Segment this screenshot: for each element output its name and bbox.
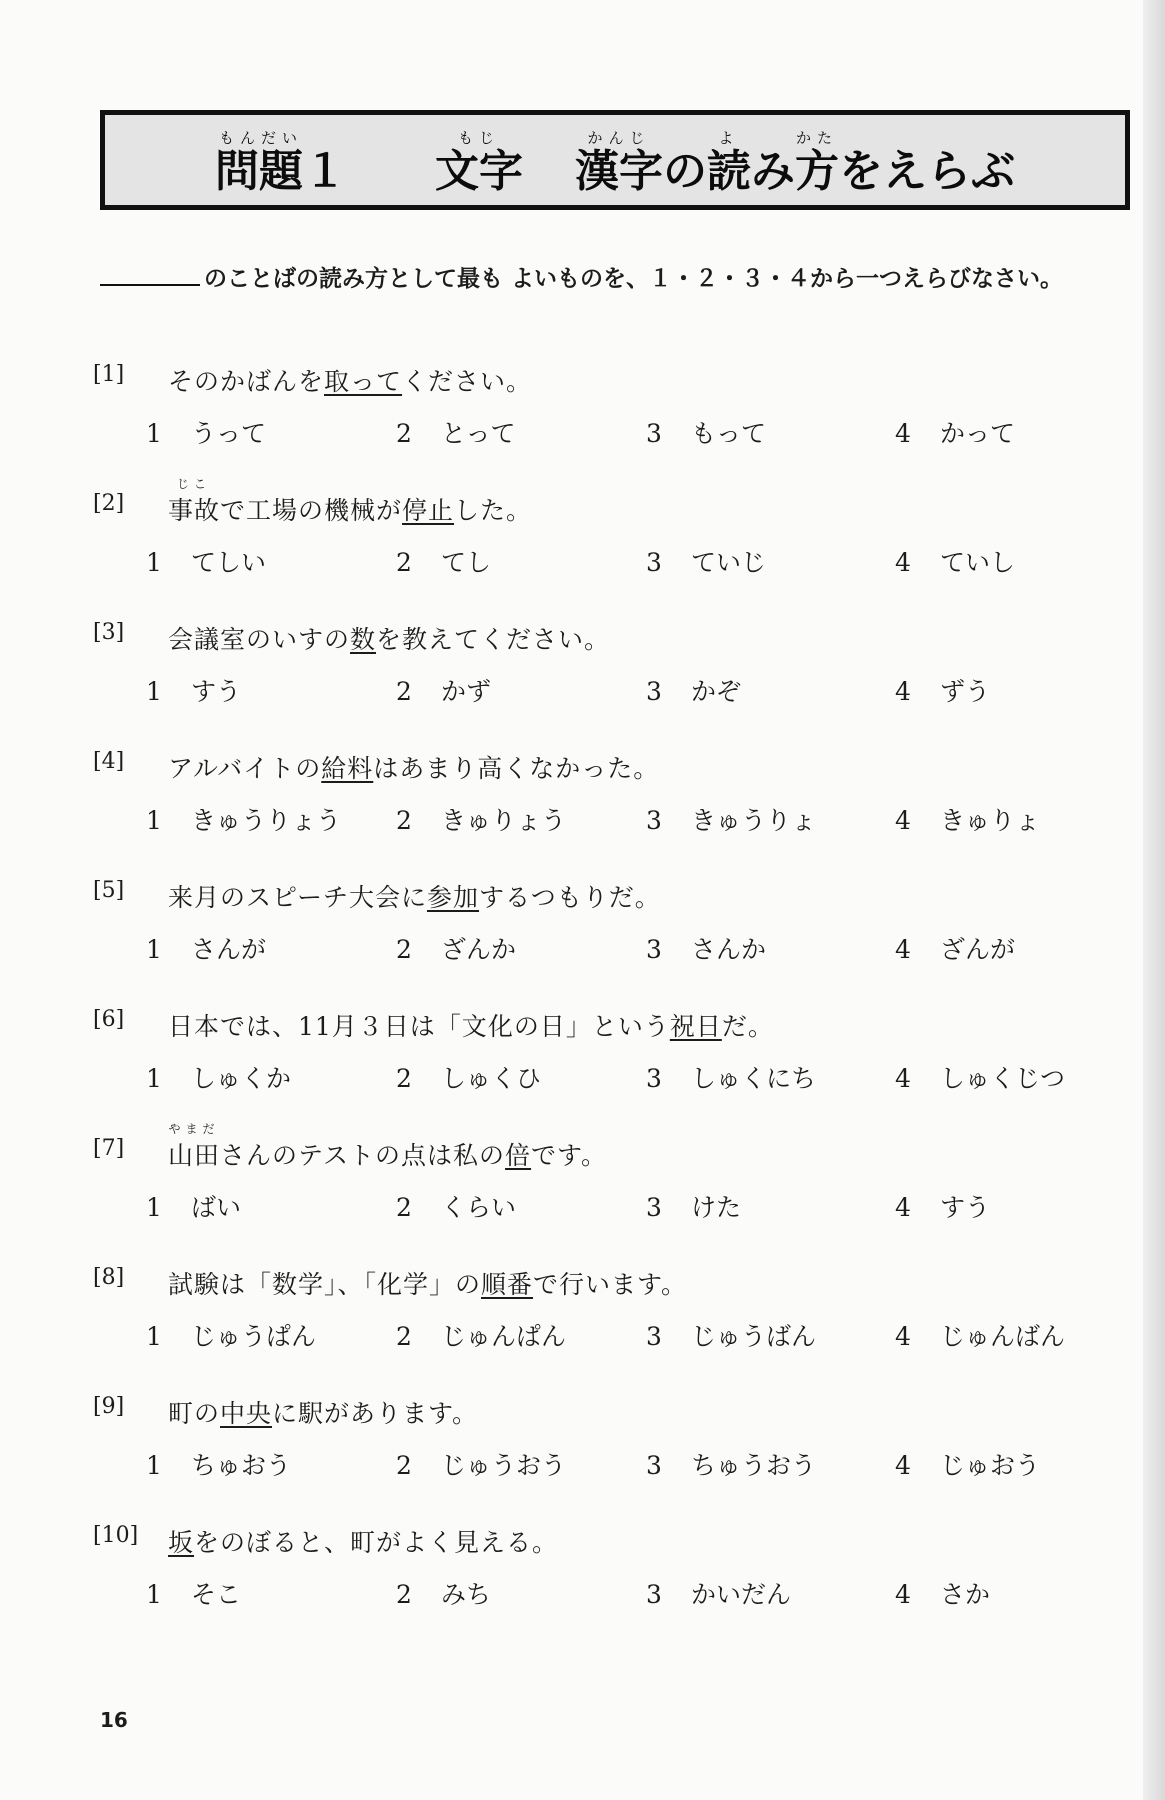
option-number: 2 bbox=[396, 1580, 412, 1609]
question-text-before: そのかばんを bbox=[168, 367, 325, 396]
moji-group bbox=[435, 129, 523, 199]
section-header bbox=[100, 110, 1130, 210]
option-label: ていじ bbox=[691, 548, 767, 577]
option-number: 3 bbox=[646, 1451, 662, 1480]
option-number: 4 bbox=[895, 1193, 911, 1222]
option-number: 4 bbox=[895, 806, 911, 835]
answer-option[interactable] bbox=[646, 414, 766, 450]
answer-option[interactable] bbox=[146, 930, 266, 966]
answer-option[interactable] bbox=[396, 1575, 491, 1611]
answer-option[interactable] bbox=[396, 543, 491, 579]
question-number: [7] bbox=[93, 1136, 125, 1161]
option-label: くらい bbox=[441, 1193, 517, 1222]
instruction-text: のことばの読み方として最も よいものを、１・２・３・４から一つえらびなさい。 bbox=[204, 266, 1064, 292]
answer-option[interactable] bbox=[646, 801, 816, 837]
kanji-group bbox=[575, 129, 663, 199]
kata-word: 方 bbox=[795, 146, 839, 197]
option-label: じゅんぱん bbox=[441, 1322, 567, 1351]
option-label: さんが bbox=[191, 935, 267, 964]
answer-option[interactable] bbox=[646, 1317, 816, 1353]
option-label: もって bbox=[691, 419, 767, 448]
answer-option[interactable] bbox=[895, 1575, 990, 1611]
kata-group bbox=[795, 129, 839, 199]
answer-option[interactable] bbox=[895, 930, 1015, 966]
option-number: 2 bbox=[396, 1193, 412, 1222]
option-number: 1 bbox=[146, 1451, 162, 1480]
question-text-after: を教えてください。 bbox=[376, 625, 611, 654]
target-word: 給料 bbox=[321, 754, 374, 783]
question-number: [3] bbox=[93, 620, 125, 645]
option-label: きゅりょう bbox=[441, 806, 567, 835]
target-word: 数 bbox=[350, 625, 377, 654]
question-number: [1] bbox=[93, 362, 125, 387]
option-number: 1 bbox=[146, 935, 162, 964]
answer-option[interactable] bbox=[646, 1575, 791, 1611]
question-number: [6] bbox=[93, 1007, 125, 1032]
answer-option[interactable] bbox=[146, 801, 341, 837]
question-text-after: した。 bbox=[454, 496, 533, 525]
answer-option[interactable] bbox=[895, 1317, 1065, 1353]
option-number: 1 bbox=[146, 1193, 162, 1222]
option-number: 1 bbox=[146, 806, 162, 835]
option-number: 1 bbox=[146, 1064, 162, 1093]
question-text bbox=[168, 620, 610, 656]
erabu-word: をえらぶ bbox=[839, 146, 1015, 197]
question-text bbox=[168, 1265, 687, 1301]
ruby-word bbox=[168, 477, 221, 527]
question-text bbox=[168, 878, 661, 914]
ruby-reading: やまだ bbox=[168, 1122, 220, 1136]
question-text-after: をのぼると、町がよく見える。 bbox=[194, 1528, 559, 1557]
answer-option[interactable] bbox=[146, 414, 266, 450]
question-number: [2] bbox=[93, 491, 125, 516]
option-label: かぞ bbox=[691, 677, 742, 706]
question-number: [9] bbox=[93, 1394, 125, 1419]
answer-option[interactable] bbox=[895, 414, 1015, 450]
kanji-word: 漢字 bbox=[575, 146, 663, 197]
answer-option[interactable] bbox=[146, 1575, 241, 1611]
yomi-word: 読 bbox=[707, 146, 751, 197]
option-label: かいだん bbox=[691, 1580, 792, 1609]
option-label: すう bbox=[191, 677, 242, 706]
answer-option[interactable] bbox=[396, 414, 516, 450]
option-number: 4 bbox=[895, 1322, 911, 1351]
option-number: 3 bbox=[646, 1580, 662, 1609]
question-number: [4] bbox=[93, 749, 125, 774]
question-text-after: です。 bbox=[531, 1141, 608, 1170]
option-number: 2 bbox=[396, 548, 412, 577]
answer-option[interactable] bbox=[646, 1188, 741, 1224]
mi-group bbox=[751, 135, 795, 199]
target-word: 倍 bbox=[505, 1141, 532, 1170]
option-label: てし bbox=[441, 548, 492, 577]
option-number: 3 bbox=[646, 1193, 662, 1222]
answer-option[interactable] bbox=[396, 801, 566, 837]
answer-option[interactable] bbox=[895, 672, 990, 708]
option-label: きゅうりょう bbox=[191, 806, 342, 835]
option-label: じゅおう bbox=[940, 1451, 1041, 1480]
page-number: 16 bbox=[100, 1708, 128, 1732]
option-label: うって bbox=[191, 419, 267, 448]
option-label: しゅくか bbox=[191, 1064, 292, 1093]
option-label: きゅりょ bbox=[940, 806, 1041, 835]
option-number: 1 bbox=[146, 419, 162, 448]
question-text-before: アルバイトの bbox=[168, 754, 322, 783]
answer-option[interactable] bbox=[646, 1446, 816, 1482]
option-label: じゅうおう bbox=[441, 1451, 567, 1480]
option-number: 3 bbox=[646, 1322, 662, 1351]
option-label: ていし bbox=[940, 548, 1016, 577]
erabu-group bbox=[839, 135, 1015, 199]
option-number: 3 bbox=[646, 677, 662, 706]
answer-option[interactable] bbox=[646, 930, 766, 966]
ruby-word bbox=[168, 1122, 221, 1172]
answer-option[interactable] bbox=[146, 1317, 316, 1353]
question-text-after: で行います。 bbox=[533, 1270, 688, 1299]
target-word: 祝日 bbox=[669, 1012, 722, 1041]
question-text bbox=[168, 477, 533, 527]
option-number: 1 bbox=[146, 1322, 162, 1351]
answer-option[interactable] bbox=[895, 1188, 990, 1224]
option-number: 3 bbox=[646, 419, 662, 448]
option-number: 2 bbox=[396, 419, 412, 448]
option-number: 4 bbox=[895, 677, 911, 706]
answer-option[interactable] bbox=[396, 1317, 566, 1353]
answer-option[interactable] bbox=[146, 1188, 241, 1224]
option-number: 3 bbox=[646, 548, 662, 577]
option-number: 2 bbox=[396, 677, 412, 706]
option-label: ずう bbox=[940, 677, 991, 706]
page-edge-shadow bbox=[1143, 0, 1165, 1800]
option-label: さんか bbox=[691, 935, 767, 964]
option-label: じゅうぱん bbox=[191, 1322, 317, 1351]
answer-option[interactable] bbox=[396, 672, 491, 708]
question-text-before: さんのテストの点は私の bbox=[220, 1141, 506, 1170]
option-label: てしい bbox=[191, 548, 267, 577]
blank-underline bbox=[100, 284, 200, 286]
option-number: 4 bbox=[895, 1064, 911, 1093]
ruby-base: 事故 bbox=[168, 496, 221, 525]
option-number: 2 bbox=[396, 1064, 412, 1093]
answer-option[interactable] bbox=[146, 543, 266, 579]
answer-option[interactable] bbox=[646, 543, 766, 579]
question-text-after: はあまり高くなかった。 bbox=[373, 754, 660, 783]
option-label: しゅくじつ bbox=[940, 1064, 1066, 1093]
question-number: [8] bbox=[93, 1265, 125, 1290]
moji-word: 文字 bbox=[435, 146, 523, 197]
question-number: [10] bbox=[93, 1523, 139, 1548]
option-label: すう bbox=[940, 1193, 991, 1222]
option-label: じゅうばん bbox=[691, 1322, 817, 1351]
moji-ruby: もじ bbox=[457, 129, 500, 147]
ruby-base: 山田 bbox=[168, 1141, 221, 1170]
option-label: さか bbox=[940, 1580, 991, 1609]
question-text-before: 来月のスピーチ大会に bbox=[168, 883, 428, 912]
option-number: 4 bbox=[895, 935, 911, 964]
option-label: ざんが bbox=[940, 935, 1016, 964]
answer-option[interactable] bbox=[396, 1188, 516, 1224]
yomi-group bbox=[707, 129, 751, 199]
option-number: 3 bbox=[646, 806, 662, 835]
option-label: ちゅおう bbox=[191, 1451, 292, 1480]
target-word: 参加 bbox=[427, 883, 480, 912]
question-text-before: 会議室のいすの bbox=[168, 625, 351, 654]
question-text bbox=[168, 1007, 774, 1043]
question-text bbox=[168, 1523, 558, 1559]
target-word: 坂 bbox=[168, 1528, 195, 1557]
option-label: しゅくひ bbox=[441, 1064, 542, 1093]
option-label: かず bbox=[441, 677, 492, 706]
question-text-after: ください。 bbox=[402, 367, 533, 396]
mondai-label: 問題１ bbox=[215, 146, 347, 197]
question-text-before: で工場の機械が bbox=[220, 496, 403, 525]
option-label: しゅくにち bbox=[691, 1064, 817, 1093]
option-number: 2 bbox=[396, 1451, 412, 1480]
answer-option[interactable] bbox=[895, 1059, 1065, 1095]
answer-option[interactable] bbox=[895, 801, 1040, 837]
yomi-ruby: よ bbox=[718, 129, 740, 147]
option-number: 2 bbox=[396, 806, 412, 835]
answer-option[interactable] bbox=[146, 1446, 291, 1482]
question-text-before: 試験は「数学」、「化学」の bbox=[168, 1270, 482, 1299]
answer-option[interactable] bbox=[396, 1059, 541, 1095]
question-text-after: に駅があります。 bbox=[272, 1399, 479, 1428]
option-label: けた bbox=[691, 1193, 742, 1222]
question-text-before: 日本では、11月３日は「文化の日」という bbox=[168, 1012, 670, 1041]
question-text-after: するつもりだ。 bbox=[479, 883, 661, 912]
mondai-label-group bbox=[215, 129, 347, 199]
target-word: 中央 bbox=[220, 1399, 273, 1428]
target-word: 停止 bbox=[402, 496, 455, 525]
mondai-ruby: もんだい bbox=[218, 129, 303, 147]
question-text bbox=[168, 1122, 608, 1172]
option-number: 1 bbox=[146, 677, 162, 706]
option-label: ざんか bbox=[441, 935, 517, 964]
option-number: 1 bbox=[146, 1580, 162, 1609]
option-label: ばい bbox=[191, 1193, 242, 1222]
option-number: 4 bbox=[895, 1580, 911, 1609]
option-label: ちゅうおう bbox=[691, 1451, 817, 1480]
option-number: 3 bbox=[646, 935, 662, 964]
option-label: きゅうりょ bbox=[691, 806, 817, 835]
option-number: 4 bbox=[895, 1451, 911, 1480]
target-word: 順番 bbox=[481, 1270, 534, 1299]
target-word: 取って bbox=[324, 367, 403, 396]
kata-ruby: かた bbox=[795, 129, 838, 147]
option-label: そこ bbox=[191, 1580, 242, 1609]
answer-option[interactable] bbox=[146, 1059, 291, 1095]
mi-word: み bbox=[751, 146, 795, 197]
question-text-after: だ。 bbox=[721, 1012, 774, 1041]
kanji-ruby: かんじ bbox=[587, 129, 651, 147]
question-number: [5] bbox=[93, 878, 125, 903]
answer-option[interactable] bbox=[646, 672, 741, 708]
option-label: かって bbox=[940, 419, 1016, 448]
question-text bbox=[168, 362, 532, 398]
question-text-before: 町の bbox=[168, 1399, 221, 1428]
option-number: 1 bbox=[146, 548, 162, 577]
no-word: の bbox=[663, 146, 707, 197]
answer-option[interactable] bbox=[895, 1446, 1040, 1482]
answer-option[interactable] bbox=[396, 930, 516, 966]
option-number: 2 bbox=[396, 935, 412, 964]
option-number: 4 bbox=[895, 548, 911, 577]
option-number: 2 bbox=[396, 1322, 412, 1351]
question-text bbox=[168, 749, 659, 785]
question-text bbox=[168, 1394, 478, 1430]
option-label: じゅんばん bbox=[940, 1322, 1066, 1351]
answer-option[interactable] bbox=[895, 543, 1015, 579]
option-label: みち bbox=[441, 1580, 492, 1609]
answer-option[interactable] bbox=[396, 1446, 566, 1482]
no-group bbox=[663, 135, 707, 199]
option-number: 3 bbox=[646, 1064, 662, 1093]
option-label: とって bbox=[441, 419, 516, 448]
option-number: 4 bbox=[895, 419, 911, 448]
instruction bbox=[100, 260, 1140, 293]
answer-option[interactable] bbox=[146, 672, 241, 708]
ruby-reading: じこ bbox=[177, 477, 212, 491]
answer-option[interactable] bbox=[646, 1059, 816, 1095]
